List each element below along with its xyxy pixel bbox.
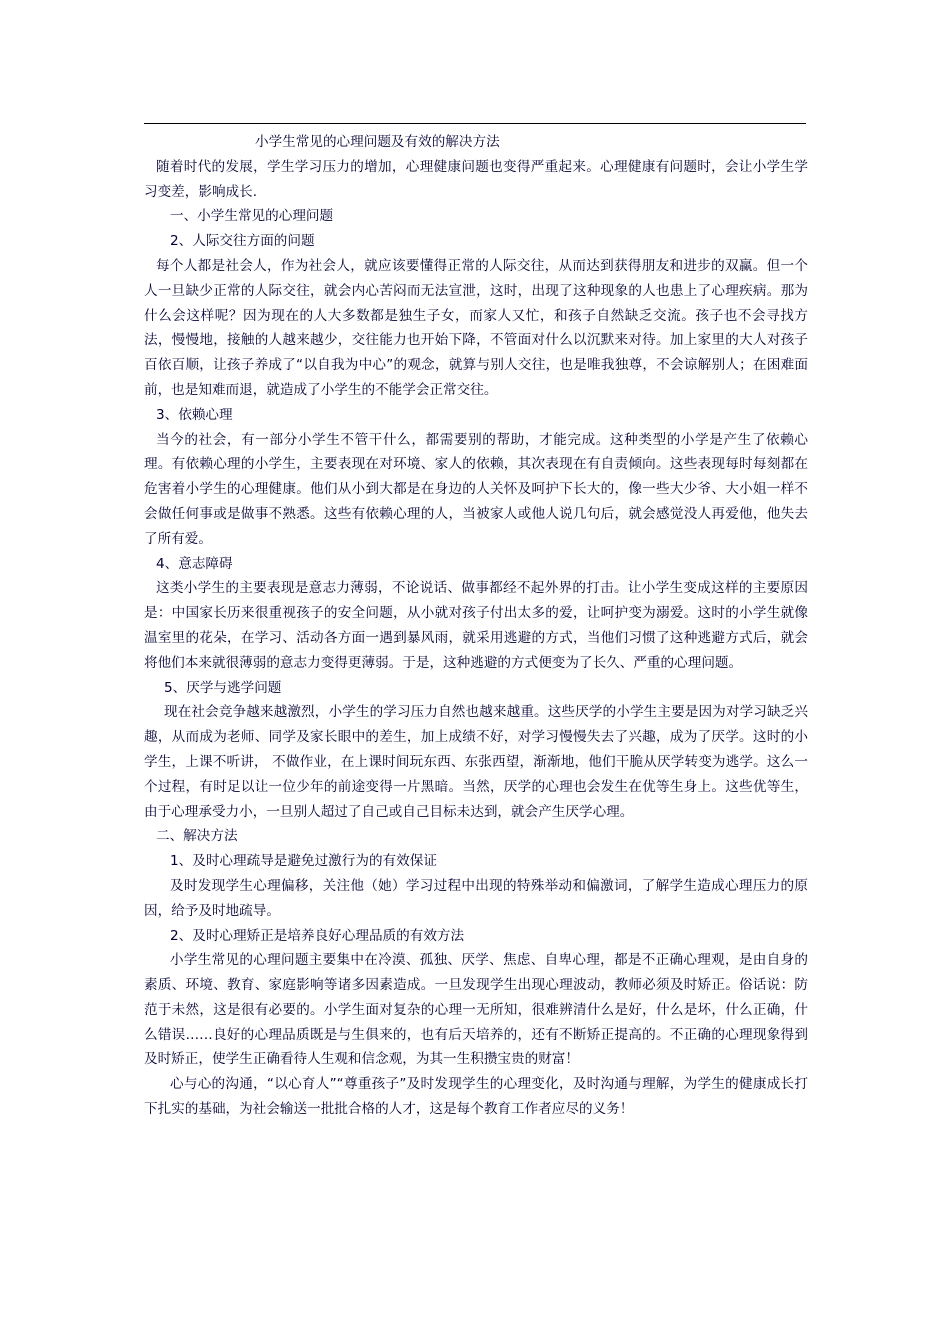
conclusion-paragraph: 心与心的沟通，“以心育人”“尊重孩子”及时发现学生的心理变化，及时沟通与理解，为学生的健康成长打下扎实的基础，为社会输送一批批合格的人才，这是每个教育工作者应尽的义务！ [144, 1076, 808, 1118]
subheading-willpower: 4、意志障碍 [156, 555, 233, 572]
document-body [144, 130, 808, 1122]
subheading-truancy: 5、厌学与逃学问题 [164, 679, 282, 696]
paragraph-interpersonal: 每个人都是社会人，作为社会人，就应该要懂得正常的人际交往，从而达到获得朋友和进步的双赢。但一个人一旦缺少正常的人际交往，就会内心苦闷而无法宣泄，这时，出现了这种现象的人也患上了心理疾病。那为什么会这样呢？因为现在的人大多数都是独生子女，而家人又忙，和孩子自然缺乏交流。孩子也不会寻找方法，慢慢地，接触的人越来越少，交往能力也开始下降，不管面对什么以沉默来对待。加上家里的大人对孩子百依百顺，让孩子养成了“以自我为中心”的观念，就算与别人交往，也是唯我独尊，不会谅解别人；在困难面前，也是知难而退，就造成了小学生的不能学会正常交往。 [144, 257, 808, 398]
section-heading-problems: 一、小学生常见的心理问题 [170, 208, 334, 225]
intro-paragraph: 随着时代的发展，学生学习压力的增加，心理健康问题也变得严重起来。心理健康有问题时，会让小学生学习变差，影响成长. [144, 158, 808, 200]
paragraph-willpower: 这类小学生的主要表现是意志力薄弱，不论说话、做事都经不起外界的打击。让小学生变成这样的主要原因是：中国家长历来很重视孩子的安全问题，从小就对孩子付出太多的爱，让呵护变为溺爱。这时的小学生就像温室里的花朵，在学习、活动各方面一遇到暴风雨，就采用逃避的方式，当他们习惯了这种逃避方式后，就会将他们本来就很薄弱的意志力变得更薄弱。于是，这种逃避的方式便变为了长久、严重的心理问题。 [144, 580, 808, 671]
subheading-counseling: 1、及时心理疏导是避免过激行为的有效保证 [170, 853, 437, 870]
paragraph-dependence: 当今的社会，有一部分小学生不管干什么，都需要别的帮助，才能完成。这种类型的小学是产生了依赖心理。有依赖心理的小学生，主要表现在对环境、家人的依赖，其次表现在有自责倾向。这些表现每时每刻都在危害着小学生的心理健康。他们从小到大都是在身边的人关怀及呵护下长大的，像一些大少爷、大小姐一样不会做任何事或是做事不熟悉。这些有依赖心理的人，当被家人或他人说几句后，就会感觉没人再爱他，他失去了所有爱。 [144, 431, 808, 547]
paragraph-counseling: 及时发现学生心理偏移，关注他（她）学习过程中出现的特殊举动和偏激词，了解学生造成心理压力的原因，给予及时地疏导。 [144, 877, 808, 919]
subheading-correction: 2、及时心理矫正是培养良好心理品质的有效方法 [170, 927, 465, 944]
document-title: 小学生常见的心理问题及有效的解决方法 [255, 134, 500, 150]
section-heading-solutions: 二、解决方法 [156, 828, 238, 845]
paragraph-correction: 小学生常见的心理问题主要集中在冷漠、孤独、厌学、焦虑、自卑心理，都是不正确心理观，是由自身的素质、环境、教育、家庭影响等诸多因素造成。一旦发现学生出现心理波动，教师必须及时矫正。俗话说：防范于未然，这是很有必要的。小学生面对复杂的心理一无所知，很难辨清什么是好，什么是坏，什么正确，什么错误……良好的心理品质既是与生俱来的，也有后天培养的，还有不断矫正提高的。不正确的心理现象得到及时矫正，使学生正确看待人生观和信念观，为其一生积攒宝贵的财富！ [144, 952, 808, 1068]
paragraph-truancy: 现在社会竞争越来越激烈，小学生的学习压力自然也越来越重。这些厌学的小学生主要是因为对学习缺乏兴趣，从而成为老师、同学及家长眼中的差生，加上成绩不好，对学习慢慢失去了兴趣，成为了厌学。这时的小学生，上课不听讲， 不做作业，在上课时间玩东西、东张西望，渐渐地，他们干脆从厌学转变为逃学。这么一个过程，有时足以让一位少年的前途变得一片黑暗。当然，厌学的心理也会发生在优等生身上。这些优等生，由于心理承受力小，一旦别人超过了自己或自己目标未达到，就会产生厌学心理。 [144, 704, 808, 820]
header-rule [144, 123, 806, 124]
subheading-dependence: 3、依赖心理 [156, 406, 233, 423]
subheading-interpersonal: 2、人际交往方面的问题 [170, 233, 315, 250]
